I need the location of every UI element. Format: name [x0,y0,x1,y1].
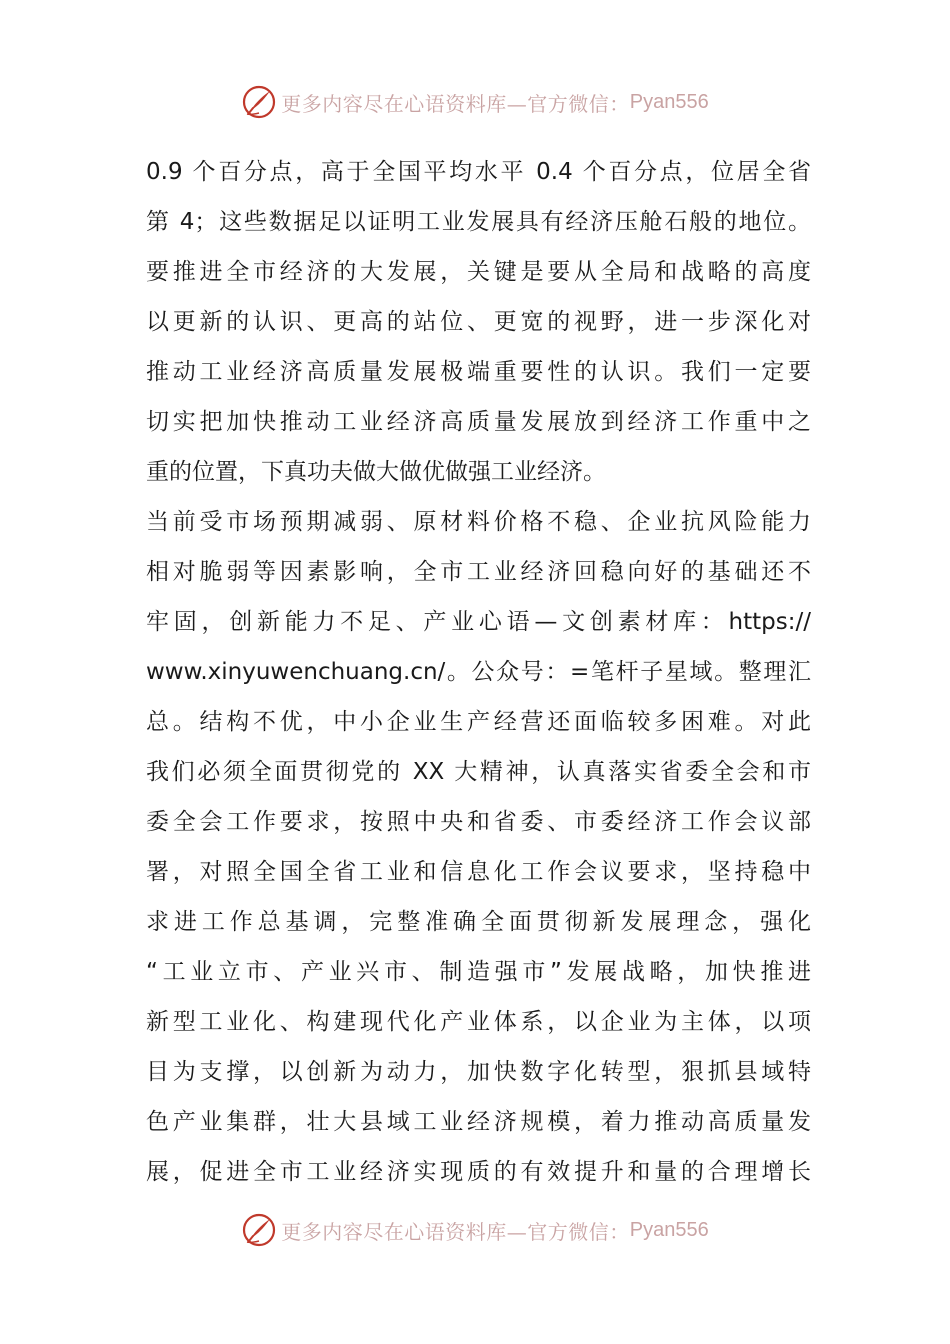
body-line: 色产业集群，壮大县域工业经济规模，着力推动高质量发 [146,1109,811,1135]
body-line: 相对脆弱等因素影响，全市工业经济回稳向好的基础还不 [146,559,811,585]
body-line: 署，对照全国全省工业和信息化工作会议要求，坚持稳中 [146,859,811,885]
body-line: 推动工业经济高质量发展极端重要性的认识。我们一定要 [146,359,811,385]
quill-logo-icon [241,84,277,120]
body-line: www.xinyuwenchuang.cn/。公众号：=笔杆子星域。整理汇 [146,659,811,685]
footer-banner-contact: Pyan556 [629,1218,709,1241]
body-line: 我们必须全面贯彻党的 XX 大精神，认真落实省委全会和市 [146,759,811,785]
header-banner [0,82,950,122]
header-banner-contact: Pyan556 [629,90,709,113]
body-line: 求进工作总基调，完整准确全面贯彻新发展理念，强化 [146,909,811,935]
header-banner-text: 更多内容尽在心语资料库—官方微信： [281,91,630,116]
body-line: 切实把加快推动工业经济高质量发展放到经济工作重中之 [146,409,811,435]
body-line: 牢固，创新能力不足、产业心语—文创素材库：https:// [146,609,811,635]
body-line: 0.9 个百分点，高于全国平均水平 0.4 个百分点，位居全省 [146,159,811,185]
body-line: 展，促进全市工业经济实现质的有效提升和量的合理增长 [146,1159,811,1185]
footer-banner [0,1210,950,1250]
body-line: 重的位置，下真功夫做大做优做强工业经济。 [146,459,606,485]
body-line: 目为支撑，以创新为动力，加快数字化转型，狠抓县域特 [146,1059,811,1085]
body-line: 当前受市场预期减弱、原材料价格不稳、企业抗风险能力 [146,509,811,535]
document-body [146,147,811,1197]
body-line: 第 4；这些数据足以证明工业发展具有经济压舱石般的地位。 [146,209,811,235]
body-line: “工业立市、产业兴市、制造强市”发展战略，加快推进 [146,959,811,985]
body-line: 以更新的认识、更高的站位、更宽的视野，进一步深化对 [146,309,811,335]
quill-logo-icon [241,1212,277,1248]
body-line: 委全会工作要求，按照中央和省委、市委经济工作会议部 [146,809,811,835]
body-line: 要推进全市经济的大发展，关键是要从全局和战略的高度 [146,259,811,285]
footer-banner-text: 更多内容尽在心语资料库—官方微信： [281,1219,630,1244]
body-line: 总。结构不优，中小企业生产经营还面临较多困难。对此 [146,709,811,735]
body-line: 新型工业化、构建现代化产业体系，以企业为主体，以项 [146,1009,811,1035]
